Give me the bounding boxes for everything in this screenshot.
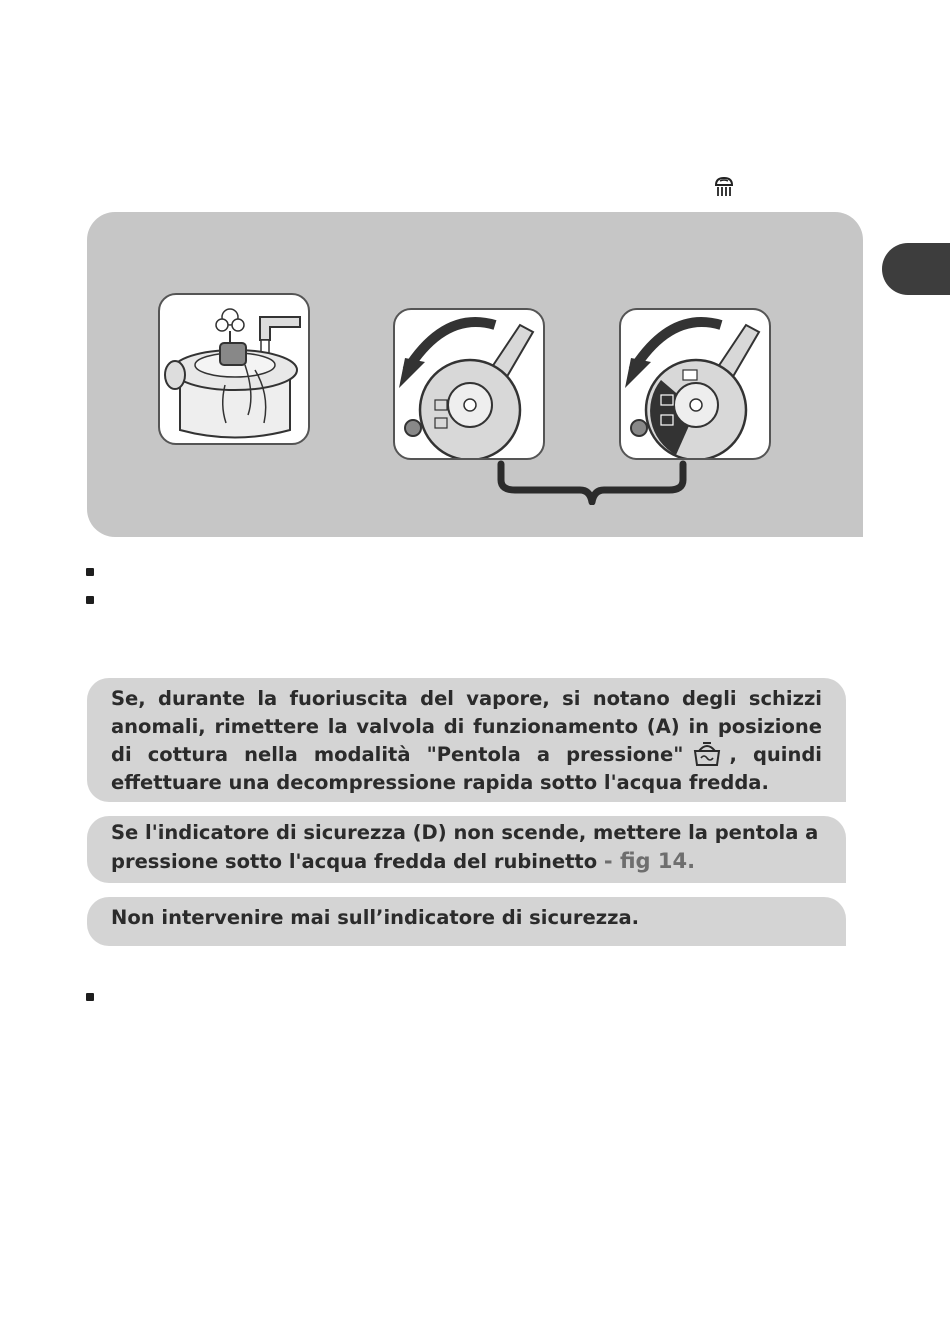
note-text: Se l'indicatore di sicurezza (D) non scende, mettere la pentola a pressione sotto l'acqua fredda del rubinetto — [111, 821, 819, 873]
pressure-cooker-mode-icon — [691, 741, 723, 767]
figure-reference: - fig 14. — [603, 849, 696, 873]
valve-turn-figure-b — [619, 308, 771, 460]
grouping-brace — [495, 460, 690, 505]
do-not-touch-note — [87, 897, 846, 946]
note-text: Se, durante la fuoriuscita del vapore, si notano degli schizzi anomali, rimettere la valvola di funzionamento (A) in posizione di cottura nella modalità "Pentola a pressione" — [111, 687, 822, 766]
bullet-marker — [86, 596, 94, 604]
note-text: , quindi effettuare una decompressione rapida sotto l'acqua fredda. — [111, 743, 822, 794]
valve-illustration-a — [395, 310, 543, 458]
bullet-marker — [86, 993, 94, 1001]
anomalous-spray-note — [87, 678, 846, 802]
pot-under-cold-tap-figure — [158, 293, 310, 445]
steam-release-icon — [711, 174, 737, 200]
pot-illustration — [160, 295, 308, 443]
note-text: Non intervenire mai sull’indicatore di sicurezza. — [111, 906, 640, 929]
safety-indicator-note — [87, 816, 846, 883]
side-section-tab — [882, 243, 950, 295]
bullet-marker — [86, 568, 94, 576]
valve-illustration-b — [621, 310, 769, 458]
valve-turn-figure-a — [393, 308, 545, 460]
